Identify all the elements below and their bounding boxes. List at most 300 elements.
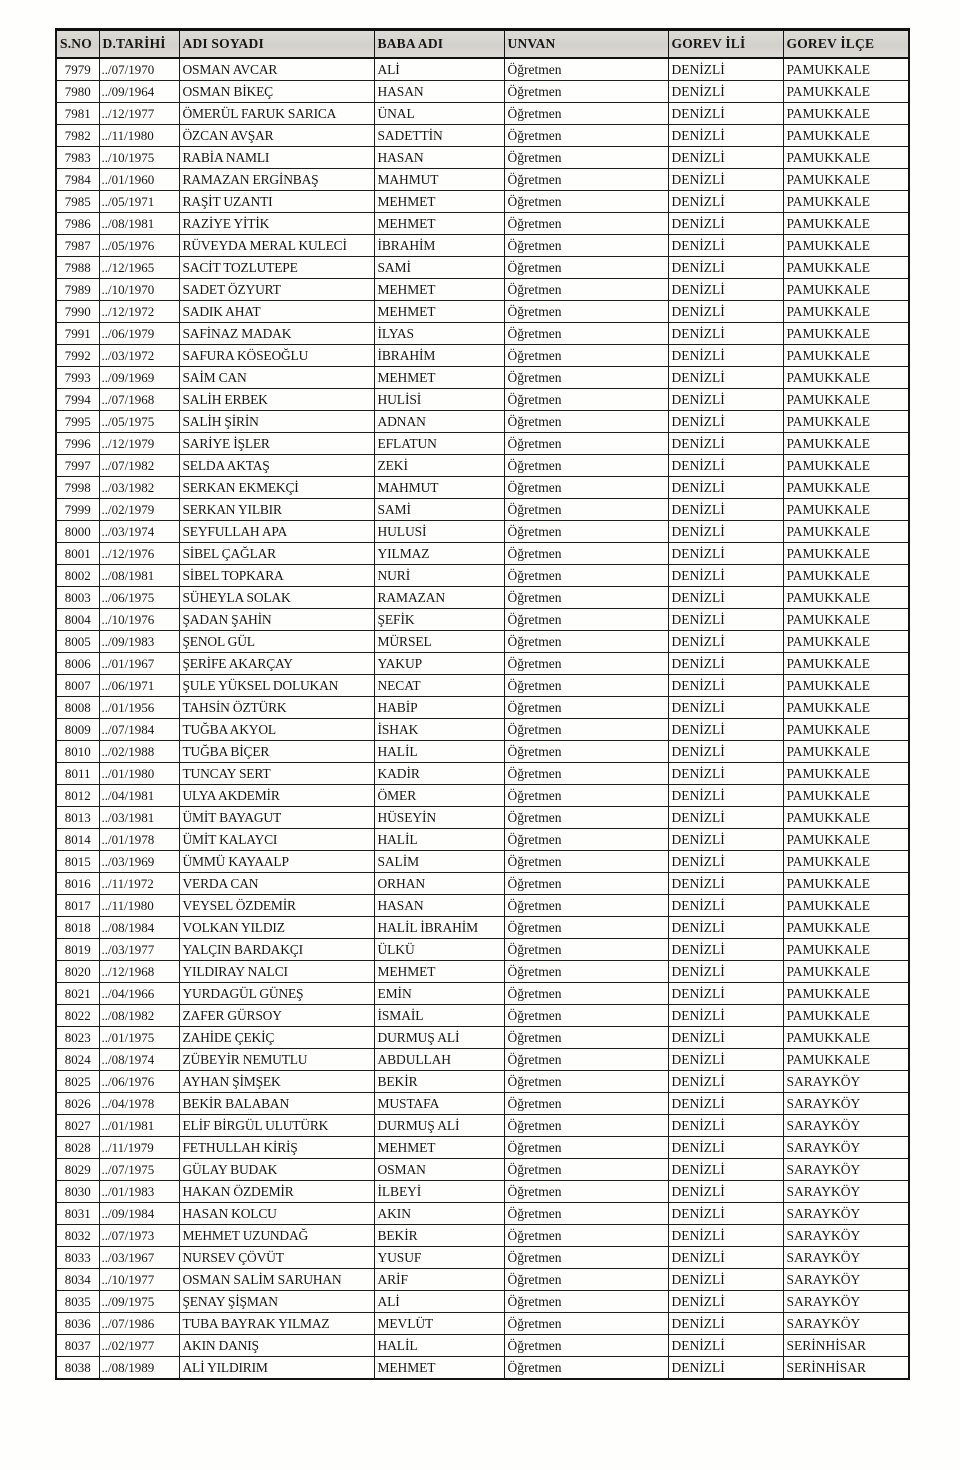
father-name-cell: MEHMET bbox=[374, 213, 504, 235]
district-cell: PAMUKKALE bbox=[783, 389, 909, 411]
district-cell: PAMUKKALE bbox=[783, 235, 909, 257]
serial-number-cell: 8013 bbox=[56, 807, 99, 829]
table-row bbox=[56, 1049, 909, 1071]
birth-date-cell: ../06/1975 bbox=[99, 587, 179, 609]
name-cell: RAŞİT UZANTI bbox=[179, 191, 374, 213]
serial-number-cell: 8006 bbox=[56, 653, 99, 675]
father-name-cell: YAKUP bbox=[374, 653, 504, 675]
title-cell: Öğretmen bbox=[504, 433, 668, 455]
province-cell: DENİZLİ bbox=[668, 125, 783, 147]
serial-number-cell: 8031 bbox=[56, 1203, 99, 1225]
father-name-cell: ALİ bbox=[374, 58, 504, 81]
serial-number-cell: 8012 bbox=[56, 785, 99, 807]
table-row bbox=[56, 323, 909, 345]
title-cell: Öğretmen bbox=[504, 1247, 668, 1269]
table-row bbox=[56, 587, 909, 609]
name-cell: SALİH ERBEK bbox=[179, 389, 374, 411]
birth-date-cell: ../03/1967 bbox=[99, 1247, 179, 1269]
birth-date-cell: ../10/1977 bbox=[99, 1269, 179, 1291]
father-name-cell: HULUSİ bbox=[374, 521, 504, 543]
province-cell: DENİZLİ bbox=[668, 1203, 783, 1225]
title-cell: Öğretmen bbox=[504, 609, 668, 631]
name-cell: VEYSEL ÖZDEMİR bbox=[179, 895, 374, 917]
district-cell: PAMUKKALE bbox=[783, 807, 909, 829]
title-cell: Öğretmen bbox=[504, 697, 668, 719]
province-cell: DENİZLİ bbox=[668, 1005, 783, 1027]
serial-number-cell: 7981 bbox=[56, 103, 99, 125]
father-name-cell: HASAN bbox=[374, 147, 504, 169]
name-cell: ÜMİT BAYAGUT bbox=[179, 807, 374, 829]
father-name-cell: SALİM bbox=[374, 851, 504, 873]
name-cell: SİBEL ÇAĞLAR bbox=[179, 543, 374, 565]
father-name-cell: İSHAK bbox=[374, 719, 504, 741]
province-cell: DENİZLİ bbox=[668, 741, 783, 763]
name-cell: YILDIRAY NALCI bbox=[179, 961, 374, 983]
name-cell: YALÇIN BARDAKÇI bbox=[179, 939, 374, 961]
name-cell: RÜVEYDA MERAL KULECİ bbox=[179, 235, 374, 257]
title-cell: Öğretmen bbox=[504, 807, 668, 829]
table-row bbox=[56, 1269, 909, 1291]
birth-date-cell: ../12/1979 bbox=[99, 433, 179, 455]
birth-date-cell: ../03/1969 bbox=[99, 851, 179, 873]
birth-date-cell: ../05/1975 bbox=[99, 411, 179, 433]
province-cell: DENİZLİ bbox=[668, 565, 783, 587]
district-cell: PAMUKKALE bbox=[783, 697, 909, 719]
birth-date-cell: ../08/1974 bbox=[99, 1049, 179, 1071]
district-cell: PAMUKKALE bbox=[783, 587, 909, 609]
title-cell: Öğretmen bbox=[504, 147, 668, 169]
province-cell: DENİZLİ bbox=[668, 389, 783, 411]
province-cell: DENİZLİ bbox=[668, 785, 783, 807]
birth-date-cell: ../06/1976 bbox=[99, 1071, 179, 1093]
serial-number-cell: 7991 bbox=[56, 323, 99, 345]
serial-number-cell: 8008 bbox=[56, 697, 99, 719]
serial-number-cell: 8003 bbox=[56, 587, 99, 609]
father-name-cell: EFLATUN bbox=[374, 433, 504, 455]
father-name-cell: RAMAZAN bbox=[374, 587, 504, 609]
serial-number-cell: 7989 bbox=[56, 279, 99, 301]
name-cell: YURDAGÜL GÜNEŞ bbox=[179, 983, 374, 1005]
title-cell: Öğretmen bbox=[504, 1093, 668, 1115]
district-cell: PAMUKKALE bbox=[783, 719, 909, 741]
birth-date-cell: ../01/1981 bbox=[99, 1115, 179, 1137]
name-cell: SERKAN YILBIR bbox=[179, 499, 374, 521]
column-header: S.NO bbox=[56, 30, 99, 59]
district-cell: SARAYKÖY bbox=[783, 1093, 909, 1115]
father-name-cell: ÜLKÜ bbox=[374, 939, 504, 961]
table-row bbox=[56, 939, 909, 961]
district-cell: SARAYKÖY bbox=[783, 1269, 909, 1291]
title-cell: Öğretmen bbox=[504, 58, 668, 81]
title-cell: Öğretmen bbox=[504, 1071, 668, 1093]
title-cell: Öğretmen bbox=[504, 719, 668, 741]
name-cell: HASAN KOLCU bbox=[179, 1203, 374, 1225]
table-row bbox=[56, 895, 909, 917]
table-row bbox=[56, 58, 909, 81]
serial-number-cell: 8037 bbox=[56, 1335, 99, 1357]
birth-date-cell: ../09/1975 bbox=[99, 1291, 179, 1313]
table-row bbox=[56, 499, 909, 521]
province-cell: DENİZLİ bbox=[668, 213, 783, 235]
name-cell: TUĞBA AKYOL bbox=[179, 719, 374, 741]
table-row bbox=[56, 1159, 909, 1181]
district-cell: PAMUKKALE bbox=[783, 367, 909, 389]
birth-date-cell: ../11/1972 bbox=[99, 873, 179, 895]
province-cell: DENİZLİ bbox=[668, 257, 783, 279]
name-cell: ÖMERÜL FARUK SARICA bbox=[179, 103, 374, 125]
district-cell: PAMUKKALE bbox=[783, 895, 909, 917]
father-name-cell: MEHMET bbox=[374, 1137, 504, 1159]
name-cell: RABİA NAMLI bbox=[179, 147, 374, 169]
table-row bbox=[56, 125, 909, 147]
district-cell: PAMUKKALE bbox=[783, 917, 909, 939]
table-row bbox=[56, 1291, 909, 1313]
serial-number-cell: 8020 bbox=[56, 961, 99, 983]
district-cell: SARAYKÖY bbox=[783, 1225, 909, 1247]
serial-number-cell: 8015 bbox=[56, 851, 99, 873]
province-cell: DENİZLİ bbox=[668, 58, 783, 81]
name-cell: OSMAN SALİM SARUHAN bbox=[179, 1269, 374, 1291]
serial-number-cell: 8034 bbox=[56, 1269, 99, 1291]
district-cell: PAMUKKALE bbox=[783, 631, 909, 653]
province-cell: DENİZLİ bbox=[668, 829, 783, 851]
title-cell: Öğretmen bbox=[504, 631, 668, 653]
father-name-cell: ABDULLAH bbox=[374, 1049, 504, 1071]
name-cell: SÜHEYLA SOLAK bbox=[179, 587, 374, 609]
title-cell: Öğretmen bbox=[504, 653, 668, 675]
father-name-cell: HASAN bbox=[374, 81, 504, 103]
birth-date-cell: ../08/1981 bbox=[99, 565, 179, 587]
father-name-cell: YUSUF bbox=[374, 1247, 504, 1269]
father-name-cell: HALİL bbox=[374, 829, 504, 851]
province-cell: DENİZLİ bbox=[668, 147, 783, 169]
birth-date-cell: ../10/1976 bbox=[99, 609, 179, 631]
father-name-cell: ADNAN bbox=[374, 411, 504, 433]
name-cell: VOLKAN YILDIZ bbox=[179, 917, 374, 939]
table-row bbox=[56, 719, 909, 741]
district-cell: PAMUKKALE bbox=[783, 499, 909, 521]
birth-date-cell: ../07/1986 bbox=[99, 1313, 179, 1335]
district-cell: PAMUKKALE bbox=[783, 125, 909, 147]
title-cell: Öğretmen bbox=[504, 1313, 668, 1335]
table-row bbox=[56, 609, 909, 631]
district-cell: PAMUKKALE bbox=[783, 785, 909, 807]
province-cell: DENİZLİ bbox=[668, 191, 783, 213]
father-name-cell: İSMAİL bbox=[374, 1005, 504, 1027]
district-cell: PAMUKKALE bbox=[783, 653, 909, 675]
title-cell: Öğretmen bbox=[504, 939, 668, 961]
province-cell: DENİZLİ bbox=[668, 851, 783, 873]
birth-date-cell: ../01/1960 bbox=[99, 169, 179, 191]
province-cell: DENİZLİ bbox=[668, 653, 783, 675]
serial-number-cell: 7998 bbox=[56, 477, 99, 499]
table-row bbox=[56, 345, 909, 367]
table-row bbox=[56, 1225, 909, 1247]
serial-number-cell: 8028 bbox=[56, 1137, 99, 1159]
district-cell: PAMUKKALE bbox=[783, 675, 909, 697]
title-cell: Öğretmen bbox=[504, 213, 668, 235]
title-cell: Öğretmen bbox=[504, 81, 668, 103]
district-cell: PAMUKKALE bbox=[783, 1049, 909, 1071]
father-name-cell: MUSTAFA bbox=[374, 1093, 504, 1115]
father-name-cell: MEHMET bbox=[374, 961, 504, 983]
province-cell: DENİZLİ bbox=[668, 1313, 783, 1335]
father-name-cell: MAHMUT bbox=[374, 169, 504, 191]
birth-date-cell: ../07/1973 bbox=[99, 1225, 179, 1247]
serial-number-cell: 8036 bbox=[56, 1313, 99, 1335]
table-row bbox=[56, 1027, 909, 1049]
serial-number-cell: 7999 bbox=[56, 499, 99, 521]
district-cell: SARAYKÖY bbox=[783, 1137, 909, 1159]
province-cell: DENİZLİ bbox=[668, 477, 783, 499]
father-name-cell: NECAT bbox=[374, 675, 504, 697]
province-cell: DENİZLİ bbox=[668, 1071, 783, 1093]
district-cell: SERİNHİSAR bbox=[783, 1357, 909, 1380]
name-cell: ULYA AKDEMİR bbox=[179, 785, 374, 807]
table-row bbox=[56, 1071, 909, 1093]
father-name-cell: ALİ bbox=[374, 1291, 504, 1313]
name-cell: SALİH ŞİRİN bbox=[179, 411, 374, 433]
table-row bbox=[56, 1093, 909, 1115]
serial-number-cell: 8033 bbox=[56, 1247, 99, 1269]
province-cell: DENİZLİ bbox=[668, 411, 783, 433]
birth-date-cell: ../09/1984 bbox=[99, 1203, 179, 1225]
table-row bbox=[56, 1335, 909, 1357]
title-cell: Öğretmen bbox=[504, 1269, 668, 1291]
title-cell: Öğretmen bbox=[504, 873, 668, 895]
birth-date-cell: ../08/1989 bbox=[99, 1357, 179, 1380]
father-name-cell: İBRAHİM bbox=[374, 345, 504, 367]
personnel-table bbox=[55, 28, 910, 1380]
district-cell: PAMUKKALE bbox=[783, 983, 909, 1005]
name-cell: AYHAN ŞİMŞEK bbox=[179, 1071, 374, 1093]
father-name-cell: HABİP bbox=[374, 697, 504, 719]
name-cell: ALİ YILDIRIM bbox=[179, 1357, 374, 1380]
province-cell: DENİZLİ bbox=[668, 345, 783, 367]
province-cell: DENİZLİ bbox=[668, 719, 783, 741]
name-cell: TAHSİN ÖZTÜRK bbox=[179, 697, 374, 719]
province-cell: DENİZLİ bbox=[668, 1225, 783, 1247]
birth-date-cell: ../10/1975 bbox=[99, 147, 179, 169]
birth-date-cell: ../01/1956 bbox=[99, 697, 179, 719]
province-cell: DENİZLİ bbox=[668, 631, 783, 653]
name-cell: ŞERİFE AKARÇAY bbox=[179, 653, 374, 675]
province-cell: DENİZLİ bbox=[668, 81, 783, 103]
table-row bbox=[56, 873, 909, 895]
birth-date-cell: ../06/1971 bbox=[99, 675, 179, 697]
father-name-cell: BEKİR bbox=[374, 1225, 504, 1247]
birth-date-cell: ../09/1983 bbox=[99, 631, 179, 653]
title-cell: Öğretmen bbox=[504, 279, 668, 301]
province-cell: DENİZLİ bbox=[668, 763, 783, 785]
title-cell: Öğretmen bbox=[504, 477, 668, 499]
serial-number-cell: 7992 bbox=[56, 345, 99, 367]
serial-number-cell: 7985 bbox=[56, 191, 99, 213]
table-row bbox=[56, 1357, 909, 1380]
title-cell: Öğretmen bbox=[504, 983, 668, 1005]
father-name-cell: BEKİR bbox=[374, 1071, 504, 1093]
table-row bbox=[56, 1247, 909, 1269]
birth-date-cell: ../03/1974 bbox=[99, 521, 179, 543]
district-cell: PAMUKKALE bbox=[783, 477, 909, 499]
name-cell: TUĞBA BİÇER bbox=[179, 741, 374, 763]
title-cell: Öğretmen bbox=[504, 235, 668, 257]
title-cell: Öğretmen bbox=[504, 565, 668, 587]
table-row bbox=[56, 147, 909, 169]
district-cell: PAMUKKALE bbox=[783, 81, 909, 103]
serial-number-cell: 8025 bbox=[56, 1071, 99, 1093]
name-cell: BEKİR BALABAN bbox=[179, 1093, 374, 1115]
serial-number-cell: 7980 bbox=[56, 81, 99, 103]
district-cell: PAMUKKALE bbox=[783, 213, 909, 235]
district-cell: PAMUKKALE bbox=[783, 851, 909, 873]
district-cell: PAMUKKALE bbox=[783, 191, 909, 213]
serial-number-cell: 7979 bbox=[56, 58, 99, 81]
name-cell: ŞULE YÜKSEL DOLUKAN bbox=[179, 675, 374, 697]
serial-number-cell: 8024 bbox=[56, 1049, 99, 1071]
birth-date-cell: ../09/1964 bbox=[99, 81, 179, 103]
province-cell: DENİZLİ bbox=[668, 983, 783, 1005]
province-cell: DENİZLİ bbox=[668, 103, 783, 125]
name-cell: SEYFULLAH APA bbox=[179, 521, 374, 543]
title-cell: Öğretmen bbox=[504, 521, 668, 543]
title-cell: Öğretmen bbox=[504, 1225, 668, 1247]
district-cell: PAMUKKALE bbox=[783, 1027, 909, 1049]
title-cell: Öğretmen bbox=[504, 543, 668, 565]
district-cell: PAMUKKALE bbox=[783, 345, 909, 367]
province-cell: DENİZLİ bbox=[668, 609, 783, 631]
title-cell: Öğretmen bbox=[504, 895, 668, 917]
title-cell: Öğretmen bbox=[504, 1005, 668, 1027]
serial-number-cell: 8001 bbox=[56, 543, 99, 565]
serial-number-cell: 8035 bbox=[56, 1291, 99, 1313]
table-row bbox=[56, 961, 909, 983]
birth-date-cell: ../07/1970 bbox=[99, 58, 179, 81]
table-row bbox=[56, 675, 909, 697]
name-cell: OSMAN BİKEÇ bbox=[179, 81, 374, 103]
district-cell: PAMUKKALE bbox=[783, 147, 909, 169]
table-row bbox=[56, 213, 909, 235]
father-name-cell: ŞEFİK bbox=[374, 609, 504, 631]
birth-date-cell: ../12/1965 bbox=[99, 257, 179, 279]
table-row bbox=[56, 367, 909, 389]
district-cell: PAMUKKALE bbox=[783, 521, 909, 543]
serial-number-cell: 7983 bbox=[56, 147, 99, 169]
column-header: GOREV İLÇE bbox=[783, 30, 909, 59]
title-cell: Öğretmen bbox=[504, 917, 668, 939]
table-row bbox=[56, 917, 909, 939]
birth-date-cell: ../03/1982 bbox=[99, 477, 179, 499]
name-cell: ZAFER GÜRSOY bbox=[179, 1005, 374, 1027]
district-cell: PAMUKKALE bbox=[783, 873, 909, 895]
province-cell: DENİZLİ bbox=[668, 587, 783, 609]
birth-date-cell: ../07/1968 bbox=[99, 389, 179, 411]
birth-date-cell: ../03/1977 bbox=[99, 939, 179, 961]
district-cell: PAMUKKALE bbox=[783, 763, 909, 785]
birth-date-cell: ../01/1975 bbox=[99, 1027, 179, 1049]
table-row bbox=[56, 279, 909, 301]
father-name-cell: İLYAS bbox=[374, 323, 504, 345]
father-name-cell: EMİN bbox=[374, 983, 504, 1005]
name-cell: SAFİNAZ MADAK bbox=[179, 323, 374, 345]
table-row bbox=[56, 521, 909, 543]
title-cell: Öğretmen bbox=[504, 1115, 668, 1137]
table-row bbox=[56, 565, 909, 587]
serial-number-cell: 8023 bbox=[56, 1027, 99, 1049]
birth-date-cell: ../12/1968 bbox=[99, 961, 179, 983]
table-row bbox=[56, 1181, 909, 1203]
title-cell: Öğretmen bbox=[504, 587, 668, 609]
table-row bbox=[56, 763, 909, 785]
serial-number-cell: 8018 bbox=[56, 917, 99, 939]
serial-number-cell: 8032 bbox=[56, 1225, 99, 1247]
father-name-cell: YILMAZ bbox=[374, 543, 504, 565]
name-cell: ÜMİT KALAYCI bbox=[179, 829, 374, 851]
title-cell: Öğretmen bbox=[504, 675, 668, 697]
province-cell: DENİZLİ bbox=[668, 279, 783, 301]
table-row bbox=[56, 1005, 909, 1027]
province-cell: DENİZLİ bbox=[668, 433, 783, 455]
birth-date-cell: ../01/1983 bbox=[99, 1181, 179, 1203]
serial-number-cell: 8009 bbox=[56, 719, 99, 741]
birth-date-cell: ../10/1970 bbox=[99, 279, 179, 301]
table-row bbox=[56, 191, 909, 213]
district-cell: PAMUKKALE bbox=[783, 565, 909, 587]
serial-number-cell: 8011 bbox=[56, 763, 99, 785]
serial-number-cell: 7994 bbox=[56, 389, 99, 411]
serial-number-cell: 8022 bbox=[56, 1005, 99, 1027]
father-name-cell: İLBEYİ bbox=[374, 1181, 504, 1203]
province-cell: DENİZLİ bbox=[668, 169, 783, 191]
district-cell: SARAYKÖY bbox=[783, 1203, 909, 1225]
birth-date-cell: ../07/1984 bbox=[99, 719, 179, 741]
birth-date-cell: ../01/1980 bbox=[99, 763, 179, 785]
name-cell: ÜMMÜ KAYAALP bbox=[179, 851, 374, 873]
district-cell: PAMUKKALE bbox=[783, 257, 909, 279]
title-cell: Öğretmen bbox=[504, 1203, 668, 1225]
district-cell: PAMUKKALE bbox=[783, 741, 909, 763]
birth-date-cell: ../02/1977 bbox=[99, 1335, 179, 1357]
title-cell: Öğretmen bbox=[504, 103, 668, 125]
serial-number-cell: 8030 bbox=[56, 1181, 99, 1203]
serial-number-cell: 8038 bbox=[56, 1357, 99, 1380]
table-row bbox=[56, 81, 909, 103]
name-cell: SAİM CAN bbox=[179, 367, 374, 389]
column-header: UNVAN bbox=[504, 30, 668, 59]
father-name-cell: SAMİ bbox=[374, 257, 504, 279]
name-cell: RAMAZAN ERGİNBAŞ bbox=[179, 169, 374, 191]
name-cell: VERDA CAN bbox=[179, 873, 374, 895]
title-cell: Öğretmen bbox=[504, 1291, 668, 1313]
title-cell: Öğretmen bbox=[504, 1335, 668, 1357]
name-cell: GÜLAY BUDAK bbox=[179, 1159, 374, 1181]
father-name-cell: NURİ bbox=[374, 565, 504, 587]
province-cell: DENİZLİ bbox=[668, 1027, 783, 1049]
table-row bbox=[56, 235, 909, 257]
province-cell: DENİZLİ bbox=[668, 499, 783, 521]
district-cell: PAMUKKALE bbox=[783, 609, 909, 631]
birth-date-cell: ../08/1981 bbox=[99, 213, 179, 235]
birth-date-cell: ../04/1981 bbox=[99, 785, 179, 807]
name-cell: SARİYE İŞLER bbox=[179, 433, 374, 455]
father-name-cell: MEHMET bbox=[374, 279, 504, 301]
serial-number-cell: 7984 bbox=[56, 169, 99, 191]
father-name-cell: HALİL İBRAHİM bbox=[374, 917, 504, 939]
district-cell: SARAYKÖY bbox=[783, 1247, 909, 1269]
district-cell: PAMUKKALE bbox=[783, 433, 909, 455]
birth-date-cell: ../08/1982 bbox=[99, 1005, 179, 1027]
name-cell: ŞADAN ŞAHİN bbox=[179, 609, 374, 631]
